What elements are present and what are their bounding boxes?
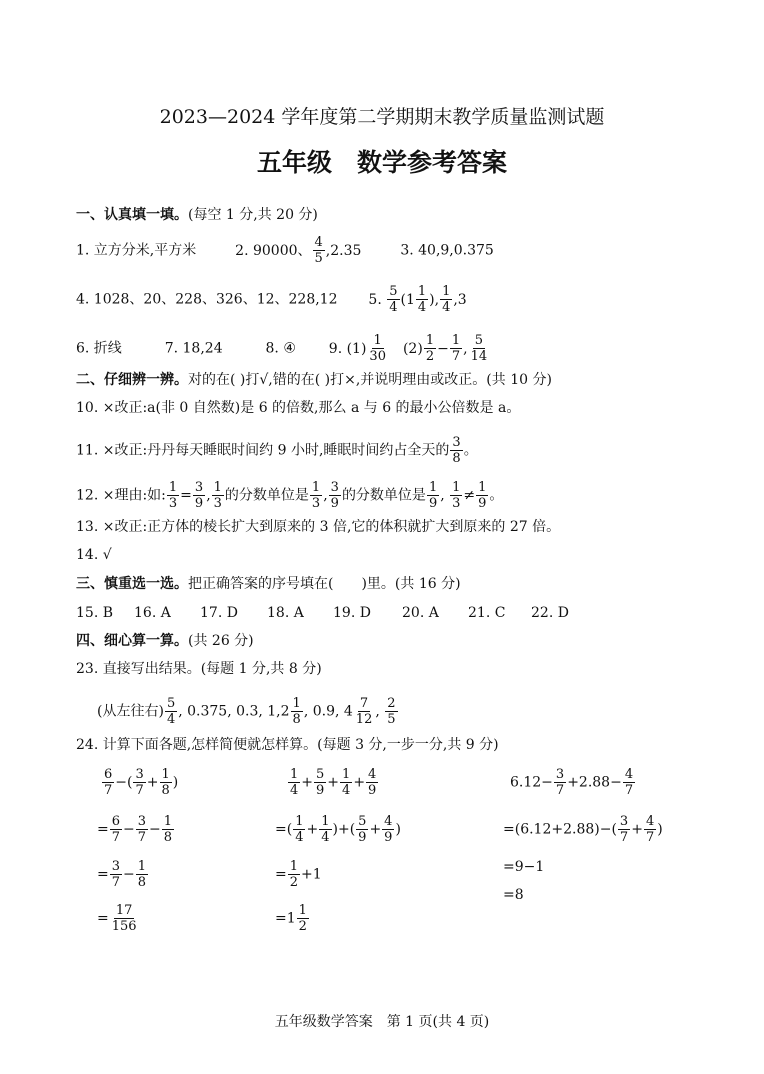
fraction bbox=[110, 860, 122, 889]
calc-1-line-1: $\frac{6}{7}$ −( $\frac{3}{7}$ + $\frac{1}{8}$ ) bbox=[104, 767, 179, 798]
fraction bbox=[310, 481, 322, 510]
fraction bbox=[314, 768, 326, 797]
calc-3-line-1: 6.12− $\frac{3}{7}$ +2.88− $\frac{4}{7}$ bbox=[510, 767, 634, 798]
fraction-denominator: 4 bbox=[321, 830, 330, 845]
fraction-denominator: 9 bbox=[358, 830, 367, 845]
answer-q14: 14. √ bbox=[76, 547, 112, 563]
fraction-denominator: 5 bbox=[314, 251, 323, 266]
fraction-denominator: 4 bbox=[295, 830, 304, 845]
fraction-numerator: 2 bbox=[387, 696, 396, 711]
fraction bbox=[623, 768, 635, 797]
fraction-numerator: 1 bbox=[425, 333, 435, 348]
fraction-numerator: 3 bbox=[194, 480, 204, 495]
fraction-numerator: 1 bbox=[295, 814, 304, 829]
calc-2-line-3: = $\frac{1}{2}$ +1 bbox=[275, 859, 322, 890]
answer-q3: 3. 40,9,0.375 bbox=[400, 242, 494, 259]
fraction-denominator: 2 bbox=[425, 349, 435, 364]
answer-q1: 1. 立方分米,平方米 bbox=[76, 242, 197, 259]
fraction bbox=[424, 334, 436, 363]
fraction-denominator: 156 bbox=[111, 919, 137, 934]
answer-q15: 15. B bbox=[76, 605, 114, 621]
fraction-denominator: 4 bbox=[389, 300, 398, 315]
fraction-denominator: 2 bbox=[289, 875, 299, 890]
fraction-denominator: 4 bbox=[342, 783, 351, 798]
fraction-denominator: 9 bbox=[316, 783, 325, 798]
fraction bbox=[469, 334, 490, 363]
fraction-numerator: 5 bbox=[474, 333, 483, 348]
fraction-numerator: 1 bbox=[161, 767, 170, 782]
fraction bbox=[440, 285, 452, 314]
answer-q7: 7. 18,24 bbox=[164, 340, 223, 357]
fraction-numerator: 3 bbox=[619, 814, 629, 829]
fraction-denominator: 9 bbox=[368, 783, 377, 798]
answer-q1-3-row bbox=[76, 236, 494, 265]
fraction-numerator: 7 bbox=[359, 696, 369, 711]
fraction-denominator: 7 bbox=[104, 783, 113, 798]
fraction-numerator: 1 bbox=[451, 333, 461, 348]
fraction-denominator: 12 bbox=[355, 712, 373, 727]
fraction-denominator: 8 bbox=[137, 875, 147, 890]
fraction-denominator: 7 bbox=[645, 830, 655, 845]
fraction-numerator: 1 bbox=[292, 696, 301, 711]
fraction bbox=[193, 481, 205, 510]
answer-q13: 13. ×改正:正方体的棱长扩大到原来的 3 倍,它的体积就扩大到原来的 27 倍。 bbox=[76, 519, 561, 535]
calc-1-line-3: = $\frac{3}{7}$ − $\frac{1}{8}$ bbox=[97, 859, 147, 890]
fraction bbox=[288, 860, 300, 889]
answer-q19: 19. D bbox=[333, 605, 371, 621]
fraction-numerator: 3 bbox=[330, 480, 339, 495]
exam-title: 2023—2024 学年度第二学期期末教学质量监测试题 bbox=[159, 106, 605, 128]
fraction bbox=[297, 904, 309, 933]
answer-q18: 18. A bbox=[267, 605, 304, 621]
fraction bbox=[162, 815, 174, 844]
fraction bbox=[340, 768, 352, 797]
fraction bbox=[110, 815, 122, 844]
fraction-numerator: 1 bbox=[311, 480, 321, 495]
answer-q6: 6. 折线 bbox=[76, 340, 122, 357]
fraction-numerator: 1 bbox=[289, 859, 299, 874]
fraction bbox=[427, 481, 439, 510]
fraction-numerator: 5 bbox=[389, 284, 398, 299]
fraction-denominator: 9 bbox=[384, 830, 393, 845]
calc-2-line-4: =1 $\frac{1}{2}$ bbox=[275, 903, 307, 934]
answer-q16: 16. A bbox=[134, 605, 171, 621]
section-4-heading: 四、细心算一算。(共 26 分) bbox=[76, 633, 254, 649]
answer-q20: 20. A bbox=[402, 605, 439, 621]
fraction-denominator: 8 bbox=[292, 712, 301, 727]
answer-q10: 10. ×改正:a(非 0 自然数)是 6 的倍数,那么 a 与 6 的最小公倍数是 a。 bbox=[76, 400, 521, 416]
fraction-denominator: 30 bbox=[369, 349, 386, 364]
fraction bbox=[476, 481, 488, 510]
fraction bbox=[313, 236, 325, 265]
answer-q17: 17. D bbox=[200, 605, 238, 621]
fraction-numerator: 1 bbox=[452, 480, 461, 495]
fraction bbox=[160, 768, 172, 797]
fraction-numerator: 4 bbox=[368, 767, 377, 782]
fraction bbox=[102, 768, 114, 797]
fraction-denominator: 7 bbox=[135, 783, 144, 798]
fraction bbox=[644, 815, 656, 844]
calc-3-line-3: =9−1 bbox=[503, 859, 545, 875]
fraction-numerator: 1 bbox=[478, 480, 487, 495]
fraction-denominator: 4 bbox=[442, 300, 451, 315]
answer-q15-22-row bbox=[76, 605, 569, 621]
fraction-numerator: 1 bbox=[213, 480, 222, 495]
fraction-denominator: 7 bbox=[555, 783, 565, 798]
fraction bbox=[354, 697, 375, 726]
fraction bbox=[618, 815, 630, 844]
fraction-denominator: 8 bbox=[452, 451, 461, 466]
fraction-denominator: 2 bbox=[298, 919, 307, 934]
answer-q8: 8. ④ bbox=[265, 340, 296, 357]
fraction-numerator: 3 bbox=[111, 859, 121, 874]
fraction-denominator: 4 bbox=[166, 712, 176, 727]
fraction-numerator: 3 bbox=[135, 767, 144, 782]
answer-q21: 21. C bbox=[468, 605, 506, 621]
fraction-denominator: 9 bbox=[428, 496, 438, 511]
fraction bbox=[387, 285, 399, 314]
fraction-denominator: 7 bbox=[451, 349, 461, 364]
fraction-denominator: 3 bbox=[452, 496, 461, 511]
fraction-numerator: 17 bbox=[115, 903, 133, 918]
fraction bbox=[367, 334, 388, 363]
fraction bbox=[450, 334, 462, 363]
fraction bbox=[133, 768, 145, 797]
fraction-denominator: 5 bbox=[387, 712, 396, 727]
fraction bbox=[385, 697, 397, 726]
fraction-numerator: 1 bbox=[290, 767, 299, 782]
fraction-numerator: 1 bbox=[342, 767, 351, 782]
fraction bbox=[167, 481, 179, 510]
fraction-denominator: 9 bbox=[194, 496, 204, 511]
fraction bbox=[291, 697, 303, 726]
answer-q11: 11. ×改正:丹丹每天睡眠时间约 9 小时,睡眠时间约占全天的 $\frac{3}{8}$ 。 bbox=[76, 435, 478, 466]
question-23-prompt: 23. 直接写出结果。(每题 1 分,共 8 分) bbox=[76, 661, 322, 677]
calc-2-line-2: =( $\frac{1}{4}$ + $\frac{1}{4}$ )+( $\frac{5}{9}$ + $\frac{4}{9}$ ) bbox=[275, 814, 401, 845]
fraction-numerator: 1 bbox=[417, 284, 427, 299]
fraction-numerator: 5 bbox=[358, 814, 367, 829]
fraction bbox=[554, 768, 566, 797]
fraction-denominator: 9 bbox=[330, 496, 339, 511]
fraction-numerator: 3 bbox=[137, 814, 147, 829]
fraction bbox=[416, 285, 428, 314]
fraction-numerator: 1 bbox=[373, 333, 382, 348]
fraction-numerator: 6 bbox=[104, 767, 113, 782]
fraction bbox=[450, 436, 462, 465]
fraction-denominator: 14 bbox=[470, 349, 488, 364]
page-footer: 五年级数学答案 第 1 页(共 4 页) bbox=[274, 1014, 490, 1030]
fraction-numerator: 5 bbox=[316, 767, 325, 782]
fraction bbox=[165, 697, 177, 726]
answer-q4: 4. 1028、20、228、326、12、228,12 bbox=[76, 291, 338, 308]
answer-q6-9-row bbox=[76, 334, 490, 363]
calc-2-line-1: $\frac{1}{4}$ + $\frac{5}{9}$ + $\frac{1}{4}$ + $\frac{4}{9}$ bbox=[290, 767, 377, 798]
fraction bbox=[136, 815, 148, 844]
answer-q2: 2. 90000、 $\frac{4}{5}$ ,2.35 bbox=[235, 235, 362, 266]
answer-q23: (从左往右) $\frac{5}{4}$ , 0.375, 0.3, 1,2 $\frac{1}{8}$ , 0.9, 4 $\frac{7}{12}$ , $\frac{2}{5}$ bbox=[97, 696, 396, 727]
section-3-heading: 三、慎重选一选。把正确答案的序号填在( )里。(共 16 分) bbox=[76, 576, 461, 592]
fraction-numerator: 4 bbox=[645, 814, 655, 829]
fraction bbox=[212, 481, 224, 510]
section-2-heading: 二、仔细辨一辨。对的在( )打√,错的在( )打×,并说明理由或改正。(共 10 分) bbox=[76, 372, 552, 388]
fraction-numerator: 1 bbox=[442, 284, 451, 299]
answer-q4-5-row bbox=[76, 285, 467, 314]
fraction bbox=[382, 815, 394, 844]
fraction-denominator: 7 bbox=[619, 830, 629, 845]
fraction-numerator: 3 bbox=[555, 767, 565, 782]
fraction-denominator: 3 bbox=[168, 496, 178, 511]
answer-q5: 5. $\frac{5}{4}$ (1 $\frac{1}{4}$ ), $\frac{1}{4}$ ,3 bbox=[368, 284, 467, 315]
fraction bbox=[356, 815, 368, 844]
fraction-numerator: 1 bbox=[428, 480, 438, 495]
fraction-denominator: 8 bbox=[161, 783, 170, 798]
fraction-numerator: 6 bbox=[111, 814, 121, 829]
fraction-denominator: 4 bbox=[417, 300, 427, 315]
calc-3-line-2: =(6.12+2.88)−( $\frac{3}{7}$ + $\frac{4}{7}$ ) bbox=[503, 814, 663, 845]
calc-1-line-2: = $\frac{6}{7}$ − $\frac{3}{7}$ − $\frac{1}{8}$ bbox=[97, 814, 173, 845]
fraction-numerator: 3 bbox=[452, 435, 461, 450]
fraction bbox=[450, 481, 462, 510]
fraction bbox=[136, 860, 148, 889]
fraction-denominator: 7 bbox=[624, 783, 634, 798]
fraction-denominator: 3 bbox=[213, 496, 222, 511]
fraction bbox=[319, 815, 331, 844]
fraction-numerator: 1 bbox=[298, 903, 307, 918]
question-24-prompt: 24. 计算下面各题,怎样简便就怎样算。(每题 3 分,一步一分,共 9 分) bbox=[76, 737, 499, 753]
answer-q22: 22. D bbox=[531, 605, 569, 621]
fraction-denominator: 9 bbox=[478, 496, 487, 511]
fraction-denominator: 7 bbox=[111, 830, 121, 845]
calc-3-line-4: =8 bbox=[503, 887, 524, 903]
fraction bbox=[329, 481, 341, 510]
fraction-numerator: 4 bbox=[384, 814, 393, 829]
fraction bbox=[110, 904, 139, 933]
fraction bbox=[288, 768, 300, 797]
fraction-numerator: 5 bbox=[166, 696, 176, 711]
fraction-denominator: 7 bbox=[137, 830, 147, 845]
answer-q9: 9. (1) $\frac{1}{30}$ (2) $\frac{1}{2}$ − $\frac{1}{7}$ , $\frac{5}{14}$ bbox=[328, 333, 488, 364]
fraction-numerator: 1 bbox=[321, 814, 330, 829]
fraction-numerator: 4 bbox=[624, 767, 634, 782]
fraction-denominator: 3 bbox=[311, 496, 321, 511]
fraction-numerator: 1 bbox=[163, 814, 173, 829]
fraction-numerator: 1 bbox=[168, 480, 178, 495]
fraction-denominator: 7 bbox=[111, 875, 121, 890]
fraction bbox=[366, 768, 378, 797]
section-1-heading: 一、认真填一填。(每空 1 分,共 20 分) bbox=[76, 207, 318, 223]
fraction-denominator: 4 bbox=[290, 783, 299, 798]
fraction bbox=[293, 815, 305, 844]
calc-1-line-4: = $\frac{17}{156}$ bbox=[97, 903, 137, 934]
fraction-numerator: 1 bbox=[137, 859, 147, 874]
fraction-denominator: 8 bbox=[163, 830, 173, 845]
answer-q12: 12. ×理由:如: $\frac{1}{3}$ = $\frac{3}{9}$ , $\frac{1}{3}$ 的分数单位是 $\frac{1}{3}$ , $\frac{3}{9}$ 的分数单位是 $\frac{1}{9}$ , $\frac{1}{3}$ ≠ $\frac{1}{9}$ 。 bbox=[76, 480, 504, 511]
answer-key-subtitle: 五年级 数学参考答案 bbox=[256, 148, 507, 177]
fraction-numerator: 4 bbox=[314, 235, 323, 250]
